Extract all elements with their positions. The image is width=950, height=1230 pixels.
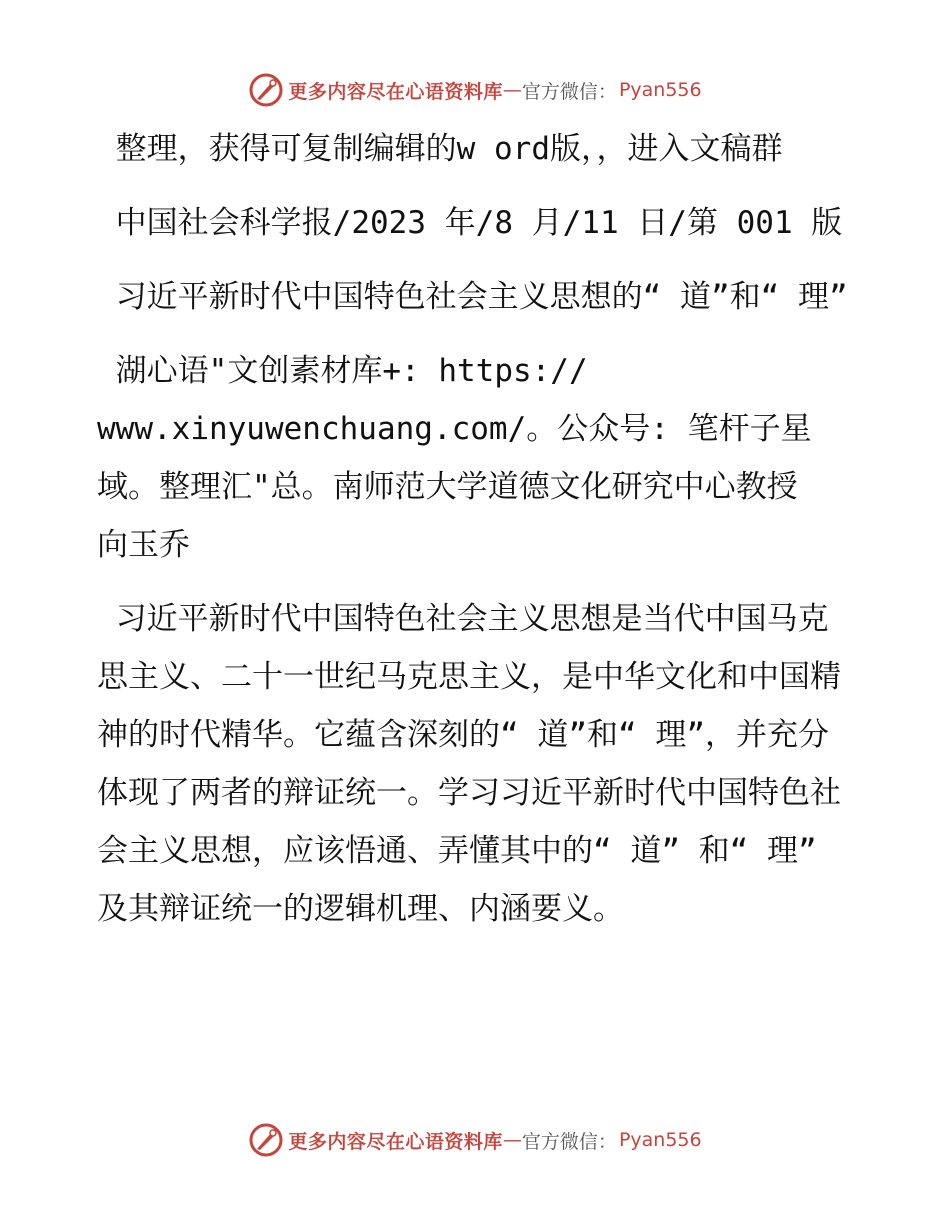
quill-seal-logo — [248, 1122, 284, 1158]
paragraph-4: 湖心语"文创素材库+: https:// www.xinyuwenchuang.com/。公众号: 笔杆子星域。整理汇"总。南师范大学道德文化研究中心教授 向玉乔 — [97, 353, 812, 563]
paragraph-5: 习近平新时代中国特色社会主义思想是当代中国马克思主义、二十一世纪马克思主义，是中华文化和中国精神的时代精华。它蕴含深刻的“ 道”和“ 理”，并充分体现了两者的辩证统一。学习习近平新时代中国特色社会主义思想，应该悟通、弄懂其中的“ 道” 和“ 理” 及其辩证统一的逻辑机理、内涵要义。 — [97, 601, 841, 927]
header-banner — [0, 70, 950, 110]
banner-site-text: 更多内容尽在心语资料库 — [288, 1130, 503, 1153]
banner-wechat-label: 官方微信： — [521, 80, 617, 103]
quill-seal-logo — [248, 72, 284, 108]
banner-site-text: 更多内容尽在心语资料库 — [288, 80, 503, 103]
banner-wechat-id: Pyan556 — [618, 1129, 702, 1151]
banner-dash: — — [502, 1129, 522, 1151]
footer-banner — [0, 1120, 950, 1160]
banner-dash: — — [502, 79, 522, 101]
paragraph-3: 习近平新时代中国特色社会主义思想的“ 道”和“ 理” — [97, 279, 848, 315]
paragraph-2: 中国社会科学报/2023 年/8 月/11 日/第 001 版 — [97, 205, 843, 241]
banner-wechat-label: 官方微信： — [521, 1130, 617, 1153]
document-body — [97, 120, 857, 954]
banner-wechat-id: Pyan556 — [618, 79, 702, 101]
paragraph-1: 整理，获得可复制编辑的w ord版，，进入文稿群 — [97, 131, 783, 167]
